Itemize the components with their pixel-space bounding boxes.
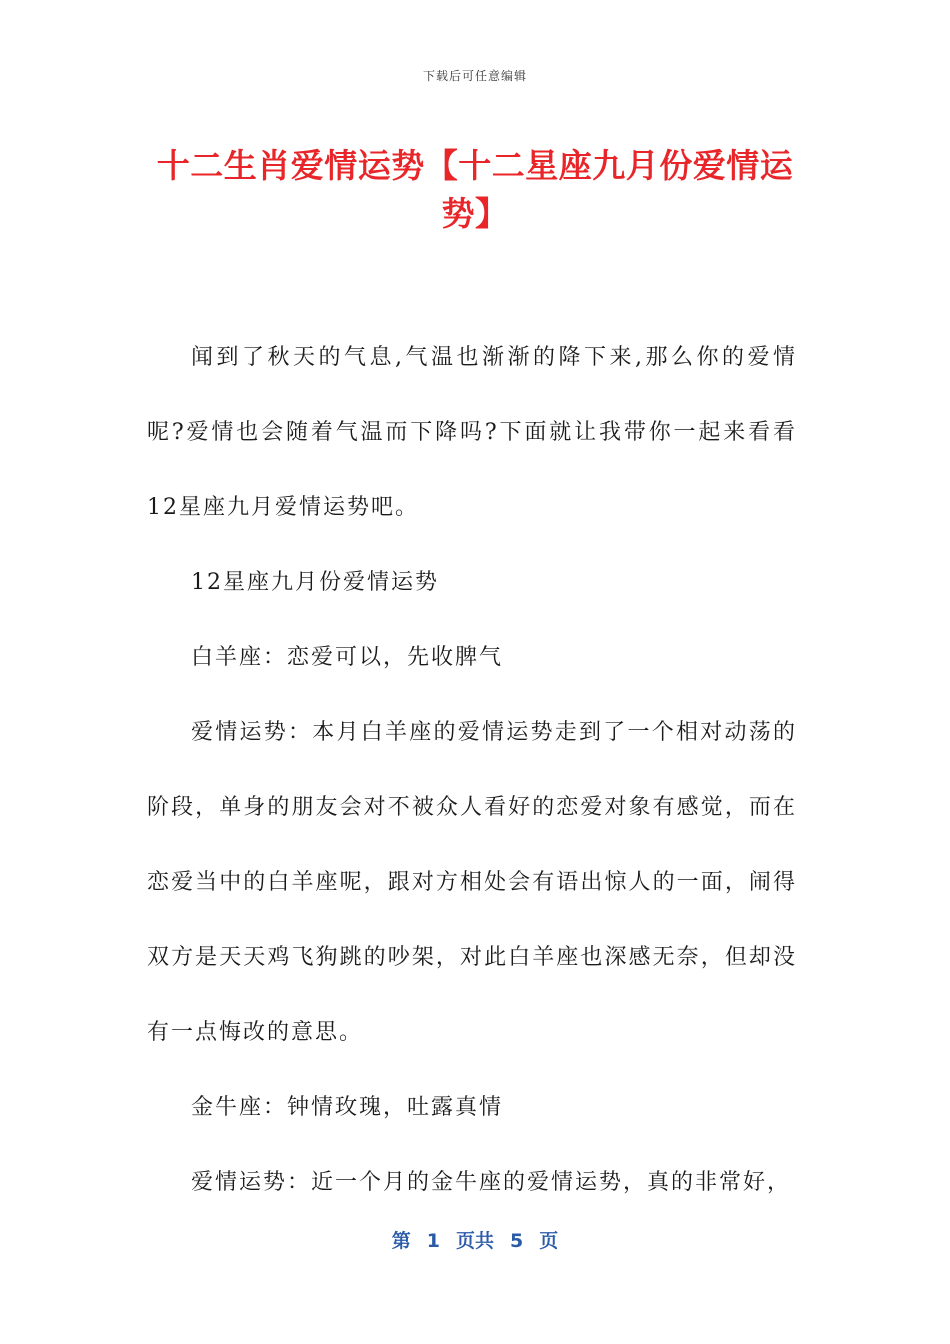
page-footer [0, 1226, 950, 1253]
sign-heading-taurus: 金牛座：钟情玫瑰，吐露真情 [191, 1095, 504, 1120]
header-note: 下载后可任意编辑 [422, 69, 527, 83]
footer-label-of: 页共 [455, 1230, 494, 1252]
footer-total-pages: 5 [510, 1230, 524, 1252]
footer-current-page: 1 [426, 1230, 440, 1252]
paragraph-taurus: 爱情运势：近一个月的金牛座的爱情运势，真的非常好， [191, 1170, 792, 1195]
document-body [147, 320, 797, 1220]
paragraph-aries: 爱情运势：本月白羊座的爱情运势走到了一个相对动荡的阶段，单身的朋友会对不被众人看好的恋爱对象有感觉，而在恋爱当中的白羊座呢，跟对方相处会有语出惊人的一面，闹得双方是天天鸡飞狗跳的吵架，对此白羊座也深感无奈，但却没有一点悔改的意思。 [147, 720, 797, 1045]
section-heading: 12星座九月份爱情运势 [191, 570, 439, 595]
paragraph-intro: 闻到了秋天的气息,气温也渐渐的降下来,那么你的爱情呢?爱情也会随着气温而下降吗?下面就让我带你一起来看看12星座九月爱情运势吧。 [147, 345, 797, 520]
document-title: 十二生肖爱情运势【十二星座九月份爱情运势】 [156, 146, 794, 233]
footer-label-page: 第 [391, 1230, 411, 1252]
sign-heading-aries: 白羊座：恋爱可以，先收脾气 [191, 645, 504, 670]
footer-label-end: 页 [539, 1230, 559, 1252]
